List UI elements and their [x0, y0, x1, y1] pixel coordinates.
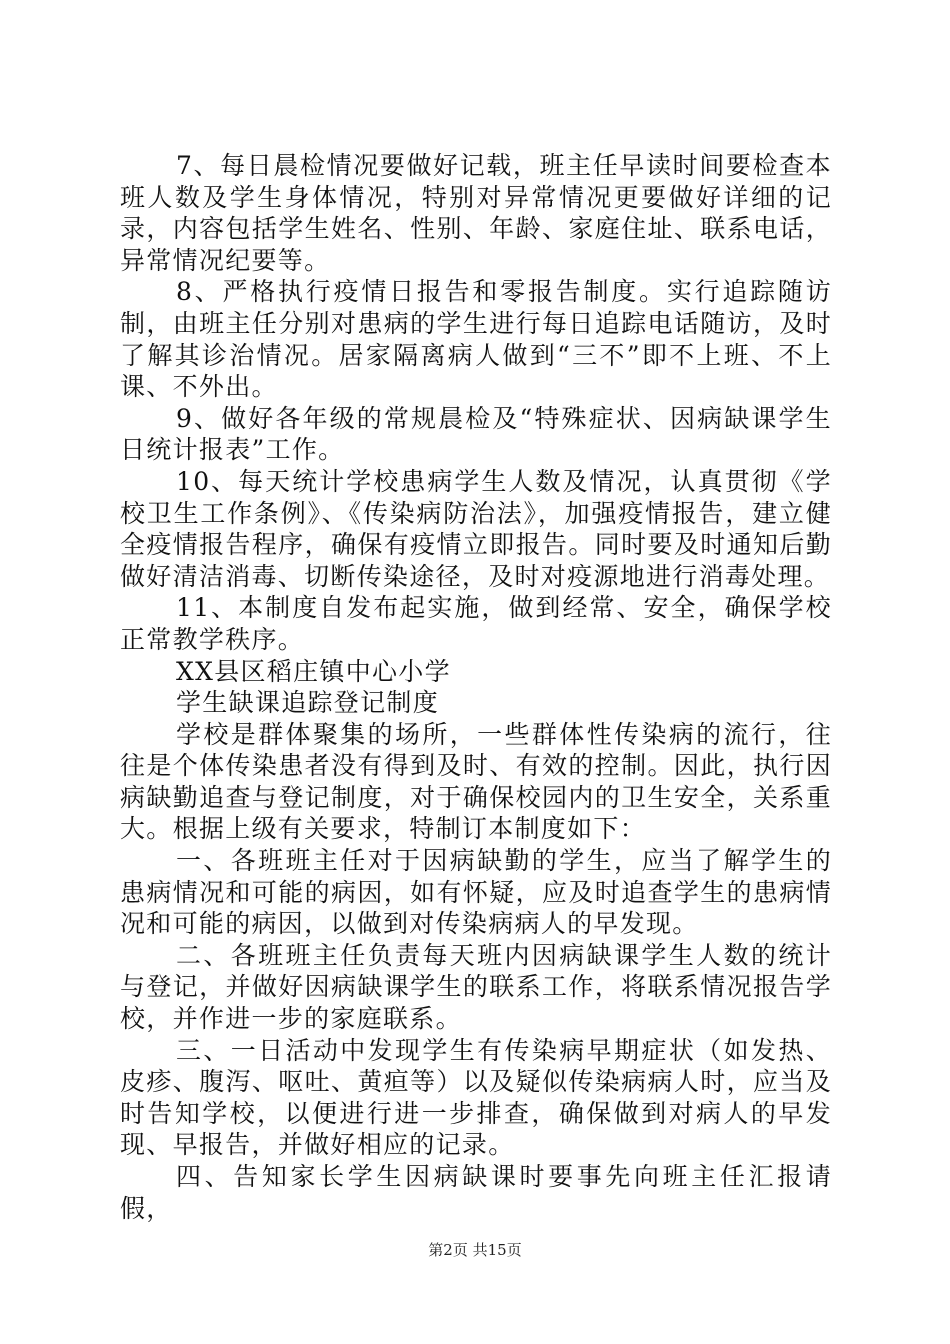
rule-item-1: 一、各班班主任对于因病缺勤的学生，应当了解学生的患病情况和可能的病因，如有怀疑，应及时追查学生的患病情况和可能的病因，以做到对传染病病人的早发现。: [120, 846, 832, 939]
intro-paragraph: 学校是群体聚集的场所，一些群体性传染病的流行，往往是个体传染患者没有得到及时、有效的控制。因此，执行因病缺勤追查与登记制度，对于确保校园内的卫生安全，关系重大。根据上级有关要求，特制订本制度如下：: [120, 719, 832, 844]
paragraph-item-9: 9、做好各年级的常规晨检及“特殊症状、因病缺课学生日统计报表”工作。: [120, 403, 832, 465]
paragraph-item-7: 7、每日晨检情况要做好记载，班主任早读时间要检查本班人数及学生身体情况，特别对异常情况更要做好详细的记录，内容包括学生姓名、性别、年龄、家庭住址、联系电话，异常情况纪要等。: [120, 151, 832, 275]
rule-item-4: 四、告知家长学生因病缺课时要事先向班主任汇报请假，: [120, 1162, 832, 1223]
paragraph-item-10: 10、每天统计学校患病学生人数及情况，认真贯彻《学校卫生工作条例》、《传染病防治法》，加强疫情报告，建立健全疫情报告程序，确保有疫情立即报告。同时要及时通知后勤做好清洁消毒、切断传染途径，及时对疫源地进行消毒处理。: [120, 466, 832, 591]
section-title: 学生缺课追踪登记制度: [176, 688, 440, 718]
paragraph-item-11: 11、本制度自发布起实施，做到经常、安全，确保学校正常教学秩序。: [120, 593, 832, 654]
school-name: XX县区稻庄镇中心小学: [176, 656, 451, 686]
document-body: [120, 150, 832, 1224]
paragraph-item-8: 8、严格执行疫情日报告和零报告制度。实行追踪随访制，由班主任分别对患病的学生进行每日追踪电话随访，及时了解其诊治情况。居家隔离病人做到“三不”即不上班、不上课、不外出。: [120, 277, 832, 402]
rule-item-2: 二、各班班主任负责每天班内因病缺课学生人数的统计与登记，并做好因病缺课学生的联系工作，将联系情况报告学校，并作进一步的家庭联系。: [120, 940, 832, 1034]
page-number-footer: 第2页 共15页: [428, 1241, 522, 1259]
rule-item-3: 三、一日活动中发现学生有传染病早期症状（如发热、皮疹、腹泻、呕吐、黄疸等）以及疑似传染病病人时，应当及时告知学校，以便进行进一步排查，确保做到对病人的早发现、早报告，并做好相应的记录。: [120, 1035, 832, 1160]
